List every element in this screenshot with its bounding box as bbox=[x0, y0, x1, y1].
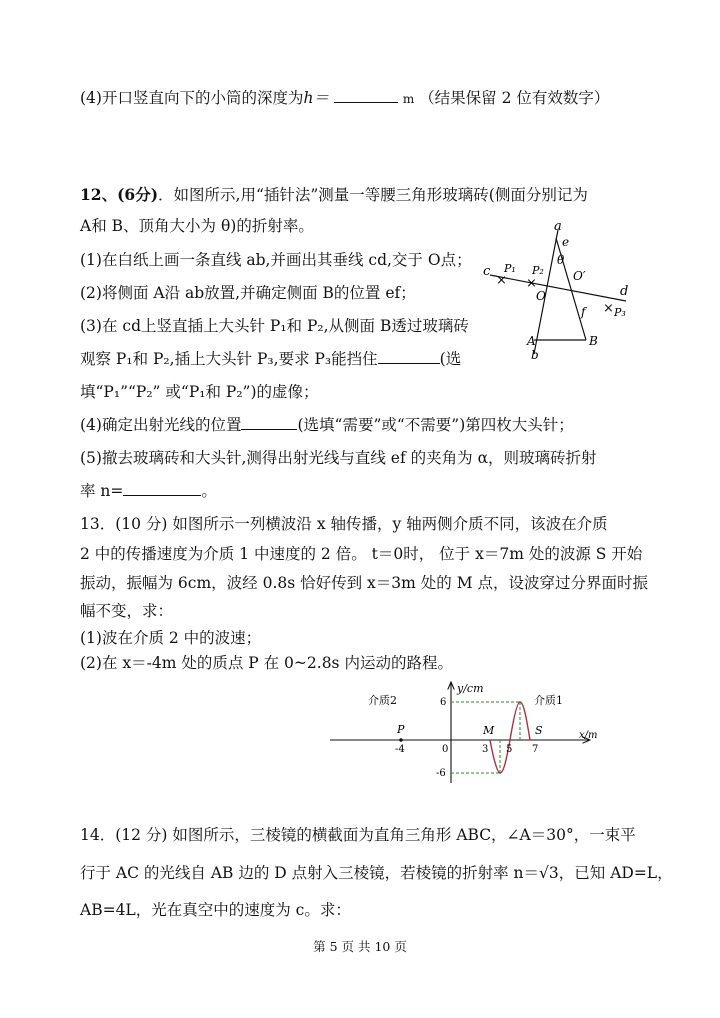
svg-text:5: 5 bbox=[506, 744, 513, 755]
q12-step4: (4)确定出射光线的位置 (选填“需要”或“不需要”)第四枚大头针； bbox=[80, 416, 574, 434]
svg-text:3: 3 bbox=[482, 744, 489, 755]
q12-intro-line2: A和 B、顶角大小为 θ)的折射率。 bbox=[80, 217, 314, 235]
pin-p2-mark: × bbox=[526, 276, 537, 291]
q12-title: 12、(6分) bbox=[80, 185, 159, 204]
q13-line4: 幅不变，求： bbox=[80, 602, 174, 620]
q12-step1: (1)在白纸上画一条直线 ab,并画出其垂线 cd,交于 O点； bbox=[80, 251, 472, 269]
svg-text:P₁: P₁ bbox=[504, 262, 516, 275]
svg-text:S: S bbox=[535, 724, 543, 737]
q11-part4: (4)开口竖直向下的小筒的深度为h＝ m （结果保留 2 位有效数字） bbox=[80, 89, 610, 107]
page-footer: 第 5 页 共 10 页 bbox=[313, 939, 407, 954]
svg-text:P₂: P₂ bbox=[532, 264, 544, 277]
svg-text:d: d bbox=[620, 284, 629, 299]
svg-text:M: M bbox=[483, 724, 495, 737]
q13-line1: 13．(10 分) 如图所示一列横波沿 x 轴传播，y 轴两侧介质不同，该波在介质 bbox=[80, 515, 608, 533]
q13-line3: 振动，振幅为 6cm，波经 0.8s 恰好传到 x＝3m 处的 M 点，设波穿过分界面时振 bbox=[80, 574, 649, 592]
q12-step3b: 观察 P₁和 P₂,插上大头针 P₃,要求 P₃能挡住 (选 bbox=[80, 350, 462, 368]
svg-text:B: B bbox=[589, 334, 598, 348]
q12-step2: (2)将侧面 A沿 ab放置,并确定侧面 B的位置 ef； bbox=[80, 284, 416, 302]
svg-text:c: c bbox=[483, 264, 491, 279]
wave-curve bbox=[490, 702, 530, 773]
q14-line1: 14．(12 分) 如图所示，三棱镜的横截面为直角三角形 ABC，∠A＝30°，一束平 bbox=[80, 826, 636, 844]
pin-p3-mark: × bbox=[603, 301, 614, 316]
q12-step3c: 填“P₁”“P₂” 或“P₁和 P₂”)的虚像； bbox=[80, 383, 319, 401]
svg-text:6: 6 bbox=[440, 697, 447, 708]
svg-text:x/m: x/m bbox=[579, 730, 598, 741]
answer-blank-p3[interactable] bbox=[378, 349, 440, 364]
svg-text:f: f bbox=[581, 305, 586, 319]
answer-blank-fourth-pin[interactable] bbox=[241, 415, 297, 430]
svg-text:e: e bbox=[562, 235, 570, 249]
svg-text:-6: -6 bbox=[436, 768, 446, 779]
q13-sub1: (1)波在介质 2 中的波速； bbox=[80, 629, 262, 647]
prism-figure bbox=[478, 218, 638, 368]
q12-step3a: (3)在 cd上竖直插上大头针 P₁和 P₂,从侧面 B透过玻璃砖 bbox=[80, 317, 469, 335]
q12-step5b: 率 n= 。 bbox=[80, 482, 217, 500]
svg-text:A: A bbox=[527, 334, 536, 348]
svg-text:y/cm: y/cm bbox=[457, 682, 484, 695]
q13-line2: 2 中的传播速度为介质 1 中速度的 2 倍。 t＝0时， 位于 x＝7m 处的波源 S 开始 bbox=[80, 545, 643, 563]
svg-text:介质2: 介质2 bbox=[368, 694, 397, 707]
svg-text:θ: θ bbox=[557, 253, 565, 267]
q14-line2: 行于 AC 的光线自 AB 边的 D 点射入三棱镜，若棱镜的折射率 n＝√3，已知 AD=L， bbox=[80, 864, 673, 882]
svg-text:P: P bbox=[397, 723, 405, 736]
q12-step5a: (5)撤去玻璃砖和大头针,测得出射光线与直线 ef 的夹角为 α，则玻璃砖折射 bbox=[80, 449, 597, 467]
point-p bbox=[399, 738, 403, 742]
answer-blank-depth[interactable] bbox=[334, 88, 398, 103]
wave-graph bbox=[328, 678, 608, 788]
svg-text:a: a bbox=[554, 219, 562, 234]
svg-text:O: O bbox=[536, 289, 546, 303]
answer-blank-index[interactable] bbox=[123, 481, 201, 496]
svg-text:7: 7 bbox=[532, 744, 539, 755]
q13-sub2: (2)在 x＝-4m 处的质点 P 在 0~2.8s 内运动的路程。 bbox=[80, 654, 453, 672]
q12-intro-line1: 12、(6分)．如图所示,用“插针法”测量一等腰三角形玻璃砖(侧面分别记为 bbox=[80, 185, 588, 204]
svg-text:-4: -4 bbox=[395, 744, 405, 755]
svg-text:P₃: P₃ bbox=[614, 306, 626, 319]
svg-text:b: b bbox=[531, 348, 539, 362]
pin-p1-mark: × bbox=[496, 273, 507, 288]
line-cd bbox=[490, 275, 629, 301]
svg-text:介质1: 介质1 bbox=[534, 694, 563, 707]
svg-text:O′: O′ bbox=[573, 269, 586, 283]
svg-text:0: 0 bbox=[442, 744, 449, 755]
q14-line3: AB=4L，光在真空中的速度为 c。求： bbox=[80, 901, 351, 919]
